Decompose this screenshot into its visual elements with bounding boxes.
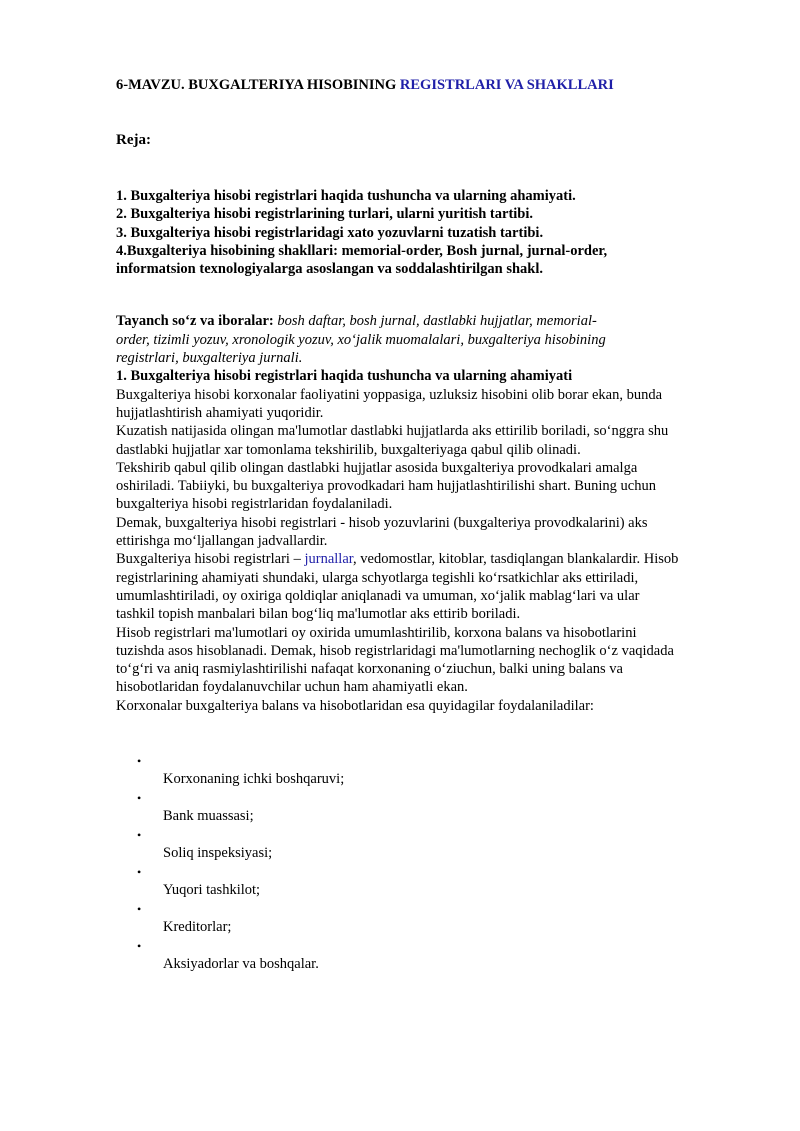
list-item-text: Korxonaning ichki boshqaruvi; <box>163 771 345 788</box>
text-line: buxgalteriya hisobi registrlaridan foydalaniladi. <box>116 496 393 513</box>
list-item <box>137 829 736 866</box>
document-page <box>116 76 736 977</box>
plan-list <box>116 187 736 278</box>
jurnallar-link[interactable]: jurnallar <box>304 551 354 568</box>
title-part-2: REGISTRLARI VA SHAKLLARI <box>399 77 614 93</box>
text-line: dastlabki hujjatlar xar tomonlama tekshirilib, buxgalteriyaga qabul qilib olinadi. <box>116 441 581 458</box>
paragraph <box>116 386 736 423</box>
text-line: to‘g‘ri va aniq rasmiylashtirilishi nafaqat korxonaning o‘ziuchun, balki uning balans va <box>116 661 623 678</box>
plan-item: 3. Buxgalteriya hisobi registrlaridagi xato yozuvlarni tuzatish tartibi. <box>116 224 544 241</box>
bullet-icon: • <box>137 865 142 880</box>
paragraph <box>116 697 736 715</box>
text-span: Buxgalteriya hisobi registrlari – <box>116 551 305 568</box>
text-line: Buxgalteriya hisobi korxonalar faoliyatini yoppasiga, uzluksiz hisobini olib borar ekan, bunda <box>116 386 663 403</box>
keywords-block <box>116 312 736 367</box>
plan-item: 1. Buxgalteriya hisobi registrlari haqida tushuncha va ularning ahamiyati. <box>116 188 576 204</box>
bullet-icon: • <box>137 791 142 806</box>
keywords-line: order, tizimli yozuv, xronologik yozuv, xo‘jalik muomalalari, buxgalteriya hisobining <box>116 331 606 348</box>
section-heading: 1. Buxgalteriya hisobi registrlari haqida tushuncha va ularning ahamiyati <box>116 368 573 385</box>
plan-label: Reja: <box>116 132 151 148</box>
paragraph <box>116 624 736 697</box>
paragraph <box>116 514 736 551</box>
list-item <box>137 792 736 829</box>
title-part-1: 6-MAVZU. BUXGALTERIYA HISOBINING <box>116 77 400 93</box>
plan-item: 4.Buxgalteriya hisobining shakllari: memorial-order, Bosh jurnal, jurnal-order, <box>116 242 608 259</box>
text-line: tashkil topish manbalari bilan bog‘liq ma'lumotlar aks ettirib boriladi. <box>116 606 521 623</box>
text-line: Tekshirib qabul qilib olingan dastlabki hujjatlar asosida buxgalteriya provodkalari amalga <box>116 459 638 476</box>
bullet-icon: • <box>137 939 142 954</box>
text-line: tuzishda asos hisoblanadi. Demak, hisob registrlaridagi ma'lumotlarning nechoglik o‘z vaqidada <box>116 642 674 659</box>
text-line: ettirishga mo‘ljallangan jadvallardir. <box>116 533 328 550</box>
text-line: oshiriladi. Tabiiyki, bu buxgalteriya provodkadari ham hujjatlashtirilishi shart. Buning uchun <box>116 478 656 495</box>
paragraph <box>116 550 736 623</box>
keywords-line: registrlari, buxgalteriya jurnali. <box>116 350 303 367</box>
list-item-text: Soliq inspeksiyasi; <box>163 845 273 862</box>
text-line: hisobotlaridan foydalanuvchilar uchun ham ahamiyatli ekan. <box>116 679 468 696</box>
text-span: , vedomostlar, kitoblar, tasdiqlangan blankalardir. Hisob <box>353 551 679 568</box>
list-item-text: Bank muassasi; <box>163 808 254 825</box>
text-line: registrlarining ahamiyati shundaki, ularga schyotlarga tegishli ko‘rsatkichlar aks ettiriladi, <box>116 569 639 586</box>
bullet-icon: • <box>137 902 142 917</box>
list-item-text: Yuqori tashkilot; <box>163 882 261 899</box>
bullet-icon: • <box>137 754 142 769</box>
text-line: Demak, buxgalteriya hisobi registrlari - hisob yozuvlarini (buxgalteriya provodkalarini) aks <box>116 514 648 531</box>
list-item <box>137 903 736 940</box>
keywords-line: bosh daftar, bosh jurnal, dastlabki hujjatlar, memorial- <box>273 313 597 330</box>
text-line: Korxonalar buxgalteriya balans va hisobotlaridan esa quyidagilar foydalaniladilar: <box>116 697 594 714</box>
list-item-text: Kreditorlar; <box>163 919 232 936</box>
plan-item: informatsion texnologiyalarga asoslangan va soddalashtirilgan shakl. <box>116 261 544 278</box>
paragraph <box>116 459 736 514</box>
document-title <box>116 76 736 94</box>
bullet-list <box>137 755 736 977</box>
plan-item: 2. Buxgalteriya hisobi registrlarining turlari, ularni yuritish tartibi. <box>116 206 534 223</box>
paragraph <box>116 422 736 459</box>
text-line: hujjatlashtirish ahamiyati yuqoridir. <box>116 404 324 421</box>
list-item <box>137 755 736 792</box>
list-item-text: Aksiyadorlar va boshqalar. <box>163 956 319 973</box>
bullet-icon: • <box>137 828 142 843</box>
text-line: Hisob registrlari ma'lumotlari oy oxirida umumlashtirilib, korxona balans va hisobotlarini <box>116 624 637 641</box>
text-line: Kuzatish natijasida olingan ma'lumotlar dastlabki hujjatlarda aks ettirilib boriladi, so‘nggra shu <box>116 423 669 440</box>
keywords-label: Tayanch so‘z va iboralar: <box>116 313 274 330</box>
text-line: umumlashtiriladi, oy oxiriga qoldiqlar aniqlanadi va umuman, xo‘jalik mablag‘lari va ular <box>116 587 640 604</box>
list-item <box>137 866 736 903</box>
list-item <box>137 940 736 977</box>
